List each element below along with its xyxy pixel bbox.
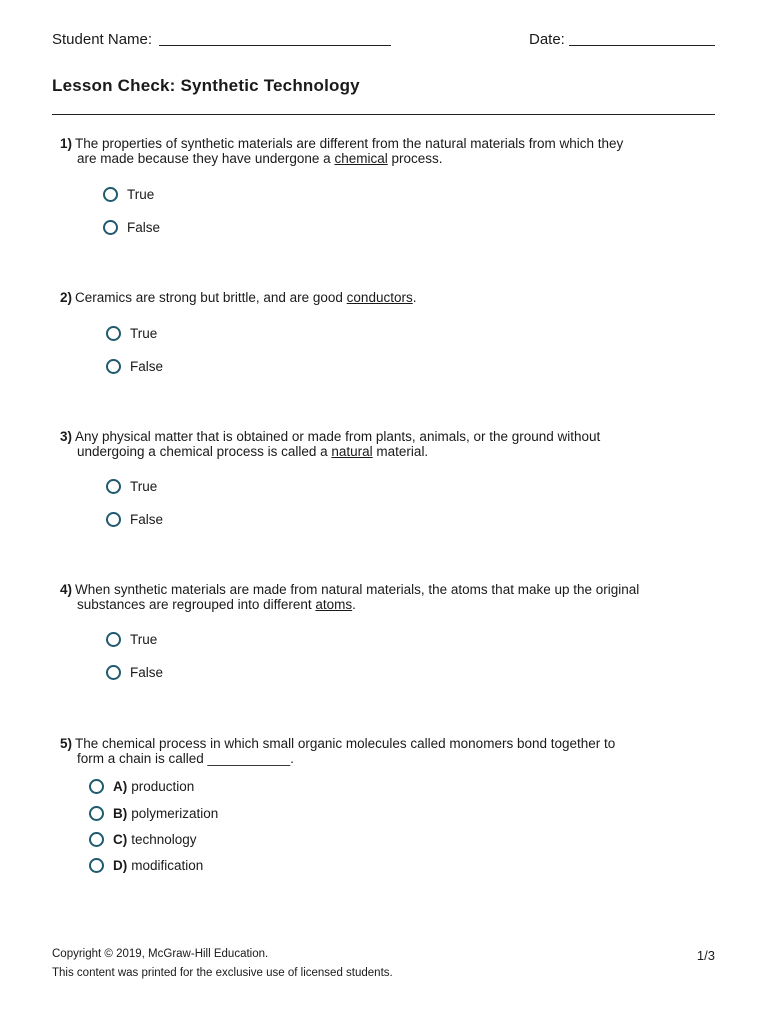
question-text-line2	[60, 597, 720, 612]
q4-option-false[interactable]	[106, 665, 163, 680]
question-1	[60, 136, 720, 166]
question-number: 1)	[60, 136, 73, 151]
q4-option-true[interactable]	[106, 632, 157, 647]
radio-button[interactable]	[106, 479, 121, 494]
page-title: Lesson Check: Synthetic Technology	[52, 76, 360, 95]
question-number: 2)	[60, 290, 73, 305]
radio-button[interactable]	[106, 359, 121, 374]
date-field[interactable]	[569, 45, 715, 46]
q1-option-false[interactable]	[103, 220, 160, 235]
question-text: .	[412, 290, 417, 305]
option-letter: B)	[113, 806, 128, 821]
option-label	[113, 832, 197, 847]
option-label: False	[130, 512, 164, 527]
question-text-line2	[60, 444, 720, 459]
option-letter: A)	[113, 779, 128, 794]
radio-button[interactable]	[103, 187, 118, 202]
option-text: technology	[131, 832, 197, 847]
radio-button[interactable]	[106, 326, 121, 341]
question-text-line1: When synthetic materials are made from natural materials, the atoms that make up the original	[75, 582, 640, 597]
option-label: False	[130, 665, 164, 680]
question-2	[60, 290, 720, 305]
underlined-term: conductors	[346, 290, 413, 305]
option-letter: C)	[113, 832, 128, 847]
question-text: are made because they have undergone a	[77, 151, 335, 166]
question-text-line1: Any physical matter that is obtained or made from plants, animals, or the ground without	[75, 429, 601, 444]
q5-option-a[interactable]	[89, 779, 194, 794]
option-text: production	[131, 779, 195, 794]
radio-button[interactable]	[89, 779, 104, 794]
question-text: process.	[387, 151, 443, 166]
q2-option-true[interactable]	[106, 326, 157, 341]
option-label	[113, 779, 194, 794]
radio-button[interactable]	[106, 632, 121, 647]
copyright-text: Copyright © 2019, McGraw-Hill Education.	[52, 948, 269, 960]
underlined-term: atoms	[315, 597, 353, 612]
q1-option-true[interactable]	[103, 187, 154, 202]
option-letter: D)	[113, 858, 128, 873]
q5-option-b[interactable]	[89, 806, 218, 821]
radio-button[interactable]	[106, 512, 121, 527]
q3-option-false[interactable]	[106, 512, 163, 527]
q5-option-c[interactable]	[89, 832, 197, 847]
question-number: 3)	[60, 429, 73, 444]
date-label: Date:	[529, 31, 565, 48]
question-3	[60, 429, 720, 459]
question-text: substances are regrouped into different	[77, 597, 316, 612]
option-text: modification	[131, 858, 204, 873]
question-text: undergoing a chemical process is called a	[77, 444, 332, 459]
student-name-field[interactable]	[159, 45, 391, 46]
radio-button[interactable]	[89, 858, 104, 873]
question-text-line2: form a chain is called ___________.	[77, 751, 294, 766]
underlined-term: natural	[331, 444, 373, 459]
option-label: True	[127, 187, 155, 202]
question-text: material.	[372, 444, 429, 459]
option-label	[113, 806, 218, 821]
underlined-term: chemical	[334, 151, 388, 166]
radio-button[interactable]	[89, 806, 104, 821]
q5-option-d[interactable]	[89, 858, 203, 873]
title-divider	[52, 114, 715, 115]
question-text: Ceramics are strong but brittle, and are good	[75, 290, 347, 305]
page-number: 1/3	[696, 948, 715, 963]
q2-option-false[interactable]	[106, 359, 163, 374]
option-text: polymerization	[131, 806, 219, 821]
option-label: True	[130, 326, 158, 341]
license-notice: This content was printed for the exclusive use of licensed students.	[52, 967, 393, 979]
option-label: False	[127, 220, 161, 235]
option-label: True	[130, 632, 158, 647]
student-name-label: Student Name:	[52, 31, 153, 48]
radio-button[interactable]	[106, 665, 121, 680]
radio-button[interactable]	[89, 832, 104, 847]
question-5	[60, 736, 720, 766]
question-number: 4)	[60, 582, 73, 597]
radio-button[interactable]	[103, 220, 118, 235]
option-label	[113, 858, 203, 873]
option-label: True	[130, 479, 158, 494]
question-number: 5)	[60, 736, 73, 751]
question-text: .	[352, 597, 356, 612]
q3-option-true[interactable]	[106, 479, 157, 494]
question-text-line1: The properties of synthetic materials are different from the natural materials from which they	[75, 136, 624, 151]
option-label: False	[130, 359, 164, 374]
question-4	[60, 582, 720, 612]
question-text-line1: The chemical process in which small organic molecules called monomers bond together to	[75, 736, 616, 751]
question-text-line2	[60, 151, 720, 166]
